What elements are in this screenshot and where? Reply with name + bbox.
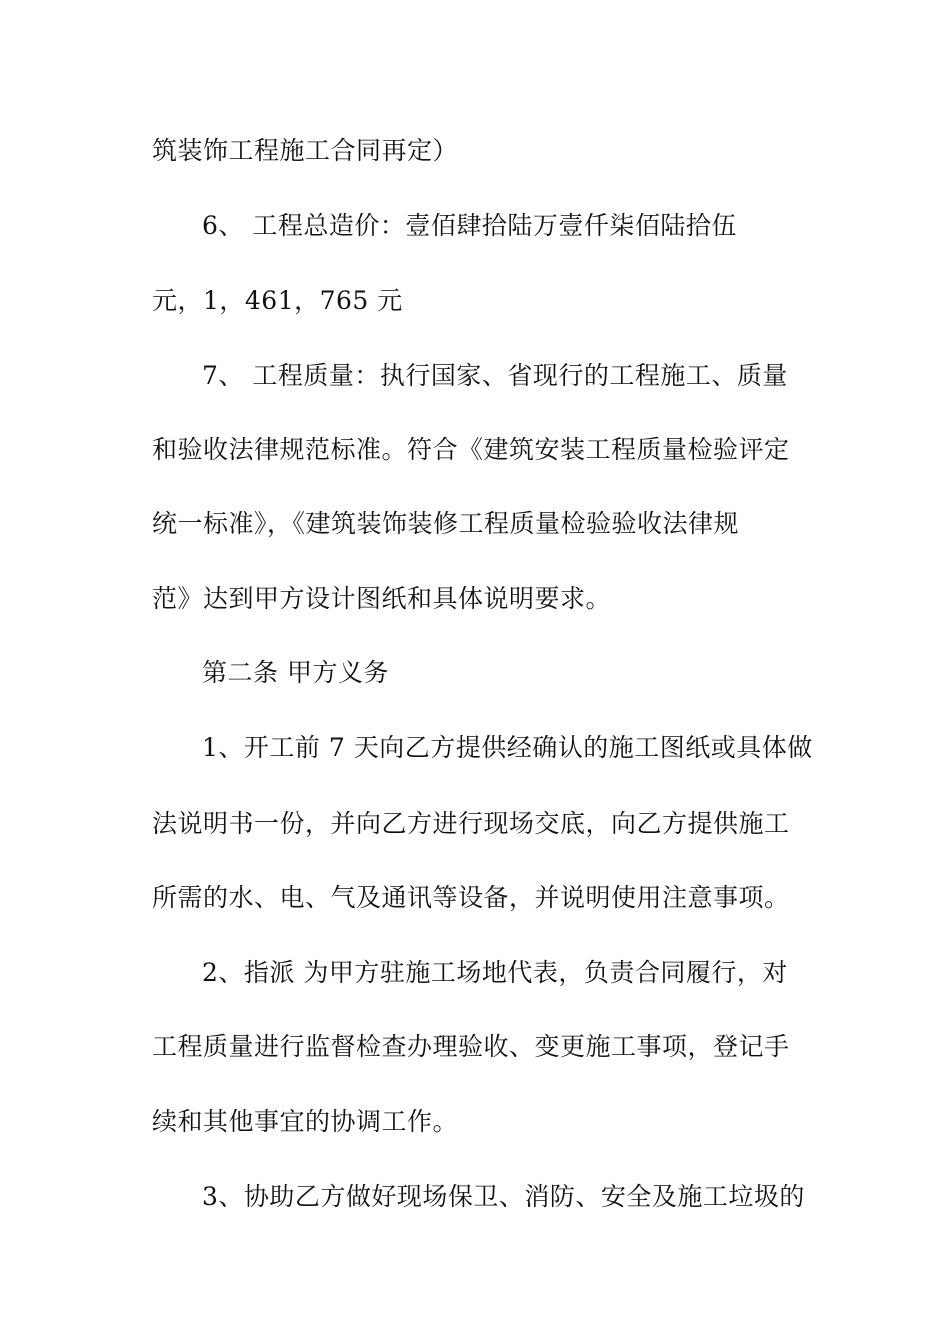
text-line-3: 元，1，461，765 元 [152,286,403,315]
section-heading: 第二条 甲方义务 [202,658,389,687]
text-line-4: 7、 工程质量：执行国家、省现行的工程施工、质量 [202,361,788,390]
text-line-12: 2、指派 为甲方驻施工场地代表，负责合同履行，对 [202,958,788,987]
text-line-9: 1、开工前 7 天向乙方提供经确认的施工图纸或具体做 [202,733,813,762]
text-line-14: 续和其他事宜的协调工作。 [152,1107,459,1136]
text-line-5: 和验收法律规范标准。符合《建筑安装工程质量检验评定 [152,435,790,464]
text-line-1: 筑装饰工程施工合同再定） [152,136,459,165]
text-line-7: 范》达到甲方设计图纸和具体说明要求。 [152,584,612,613]
text-line-6: 统一标准》，《建筑装饰装修工程质量检验验收法律规 [152,509,740,538]
text-line-13: 工程质量进行监督检查办理验收、变更施工事项，登记手 [152,1032,790,1061]
text-line-15: 3、协助乙方做好现场保卫、消防、安全及施工垃圾的 [202,1182,805,1211]
text-line-11: 所需的水、电、气及通讯等设备，并说明使用注意事项。 [152,883,790,912]
text-line-10: 法说明书一份，并向乙方进行现场交底，向乙方提供施工 [152,809,790,838]
text-line-2: 6、 工程总造价：壹佰肆拾陆万壹仟柒佰陆拾伍 [202,211,737,240]
